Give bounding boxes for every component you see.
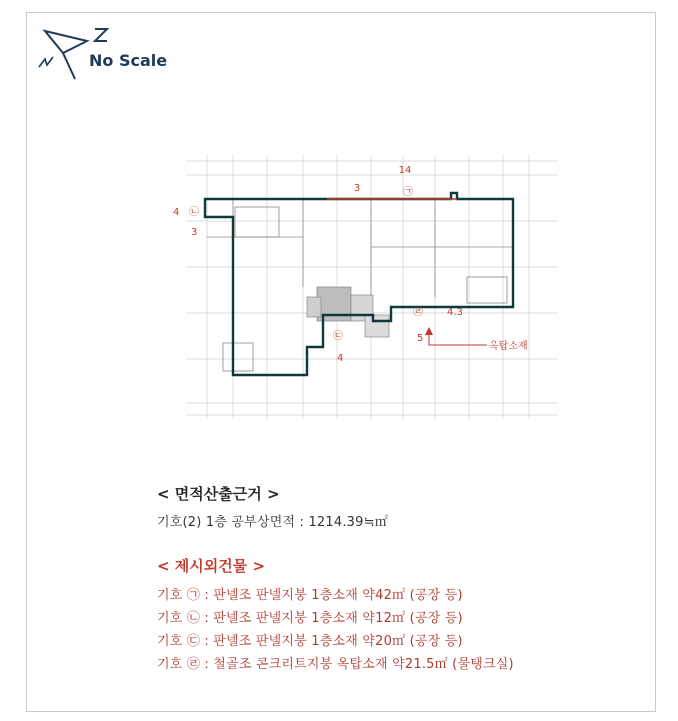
extra-buildings-title: < 제시외건물 > [157,557,266,575]
no-scale-label: No Scale [89,51,168,70]
dim-right-b: 5 [417,333,424,344]
marker-3: ㉢ [333,331,343,342]
marker-4: ㉣ [413,307,423,318]
dim-left-mid: 3 [191,227,198,238]
dim-bottom: 4 [337,353,344,364]
floor-plan [167,147,567,427]
plan-grid-lines [187,155,557,419]
drawing-frame [26,12,656,712]
rooftop-arrow [429,331,487,345]
interior-walls [207,199,513,373]
extra-building-item: 기호 ㉣ : 철골조 콘크리트지붕 옥탑소재 약21.5㎡ (물탱크실) [157,657,514,672]
area-basis-line: 기호(2) 1층 공부상면적 : 1214.39≒㎡ [157,515,388,530]
dim-top-total: 14 [398,165,412,176]
extra-building-item: 기호 ㉠ : 판넬조 판넬지붕 1층소재 약42㎡ (공장 등) [157,588,463,603]
extra-building-item: 기호 ㉢ : 판넬조 판넬지붕 1층소재 약20㎡ (공장 등) [157,634,463,649]
rooftop-arrow-head [425,327,433,335]
dim-right-a: 4.3 [447,307,463,318]
core-areas [307,287,389,337]
marker-2: ㉡ [189,207,199,218]
area-basis-title: < 면적산출근거 > [157,485,280,503]
extra-building-item: 기호 ㉡ : 판넬조 판넬지붕 1층소재 약12㎡ (공장 등) [157,611,463,626]
dim-top-seg: 3 [353,183,361,194]
rooftop-label: 옥탑소재 [489,341,528,352]
marker-1: ㉠ [403,187,413,198]
dim-left-top: 4 [173,207,180,218]
